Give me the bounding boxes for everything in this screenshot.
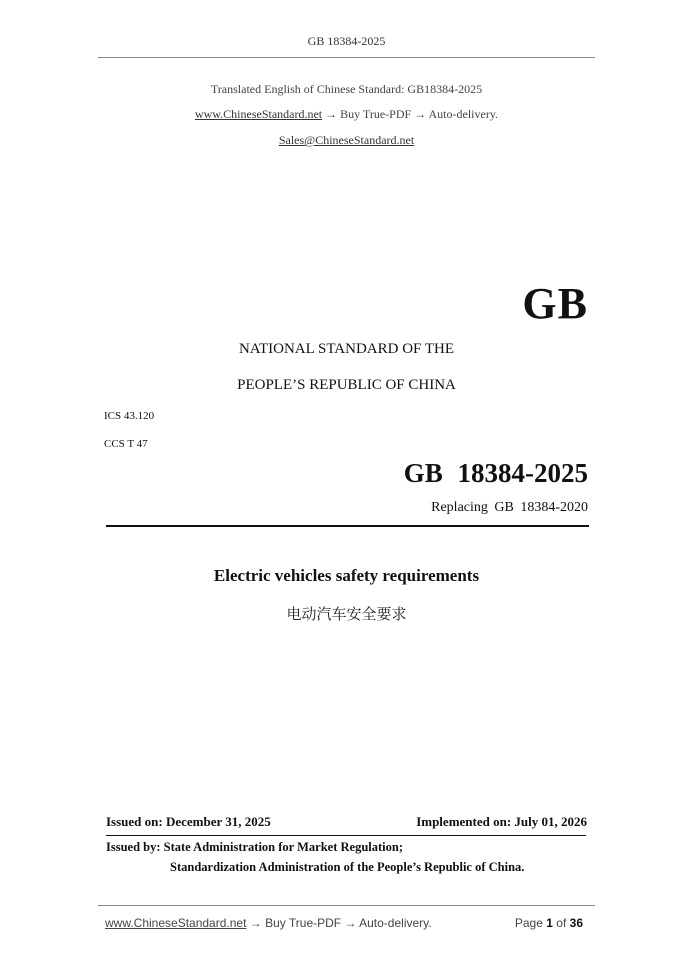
gb-logo: GB <box>522 279 588 328</box>
title-rule <box>106 525 589 527</box>
footer-purchase-text: → Buy True-PDF → Auto-delivery. <box>249 916 432 930</box>
replacing-note: Replacing GB 18384-2020 <box>431 500 588 515</box>
national-standard-line1: NATIONAL STANDARD OF THE <box>238 341 455 357</box>
issued-by-line2: Standardization Administration of the People’s Republic of China. <box>170 860 525 874</box>
implemented-on: Implemented on: July 01, 2026 <box>416 814 587 829</box>
sales-email-link[interactable]: Sales@ChineseStandard.net <box>278 133 415 147</box>
page-of: of <box>556 916 567 930</box>
footer-site-link[interactable]: www.ChineseStandard.net <box>105 916 247 930</box>
page-indicator <box>515 916 583 930</box>
standard-number: GB 18384-2025 <box>403 458 588 488</box>
sales-line <box>0 133 693 148</box>
footer-rule <box>98 905 595 906</box>
page-total: 36 <box>569 916 583 930</box>
purchase-line <box>0 107 693 122</box>
document-title-en: Electric vehicles safety requirements <box>213 566 480 585</box>
page-current: 1 <box>546 916 553 930</box>
dates-rule <box>106 835 586 836</box>
header-standard-code: GB 18384-2025 <box>307 34 386 48</box>
purchase-text: → Buy True-PDF → Auto-delivery. <box>325 107 499 121</box>
translation-note: Translated English of Chinese Standard: GB18384-2025 <box>210 82 483 96</box>
ics-code: ICS 43.120 <box>104 410 155 422</box>
page-label: Page <box>514 916 543 930</box>
ccs-code: CCS T 47 <box>104 438 148 450</box>
site-link[interactable]: www.ChineseStandard.net <box>194 107 323 121</box>
issued-on: Issued on: December 31, 2025 <box>106 814 271 829</box>
document-title-zh: 电动汽车安全要求 <box>286 605 407 623</box>
issued-by-line1: Issued by: State Administration for Market Regulation; <box>106 840 403 854</box>
footer-purchase-line <box>105 916 432 930</box>
national-standard-line2: PEOPLE’S REPUBLIC OF CHINA <box>237 377 456 393</box>
header-rule <box>98 57 595 58</box>
